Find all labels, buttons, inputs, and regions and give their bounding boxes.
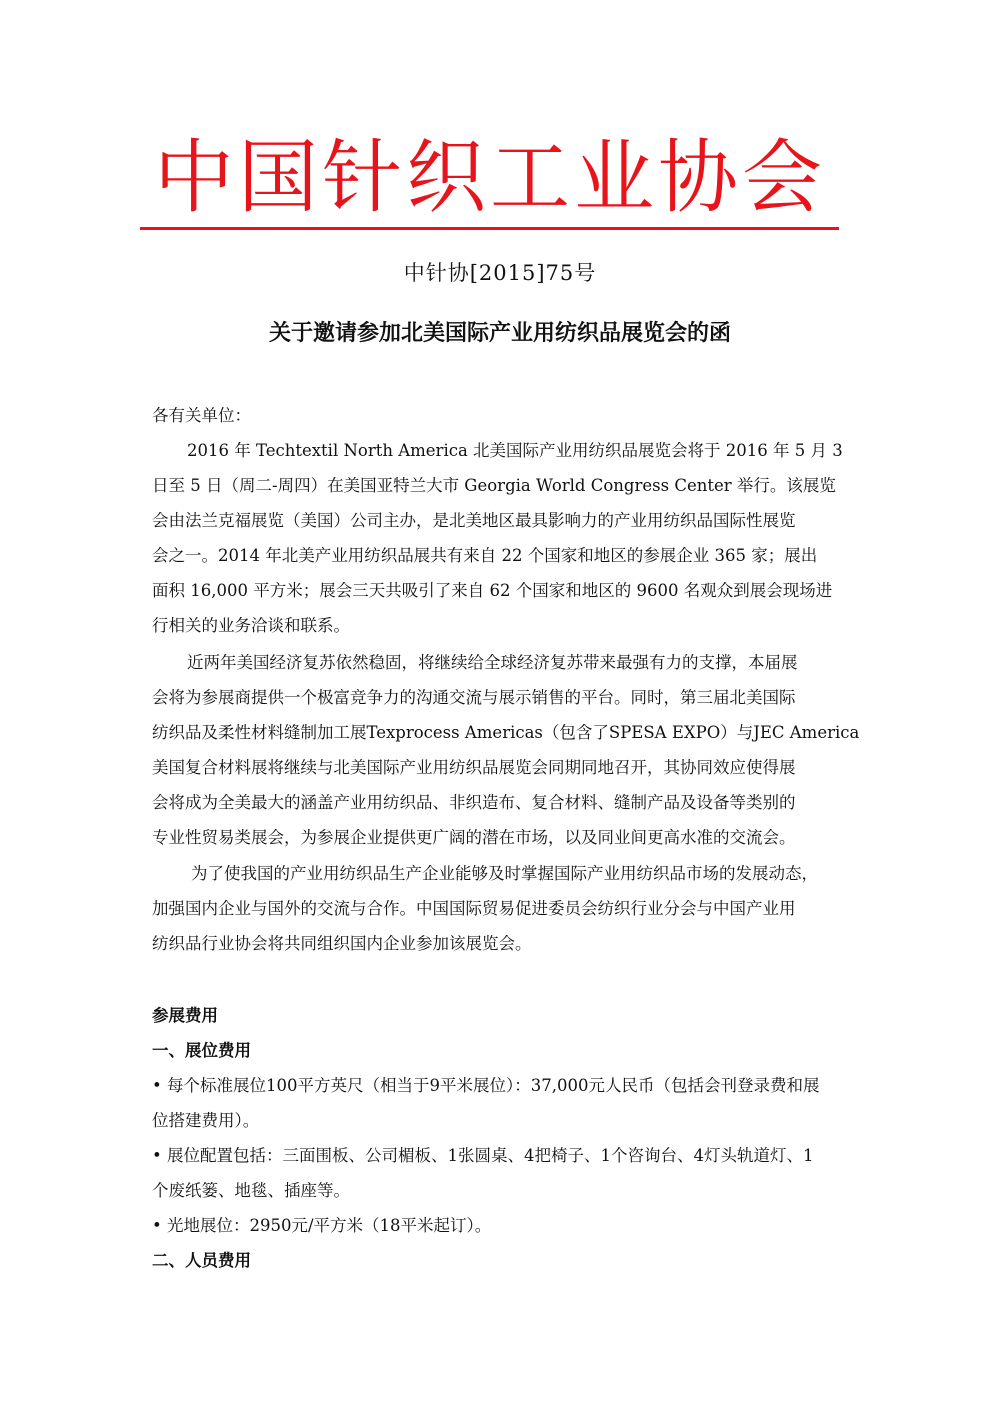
booth-fees-heading: 一、展位费用 xyxy=(152,1041,251,1060)
fee-line: 位搭建费用）。 xyxy=(152,1111,260,1130)
paragraph-1 xyxy=(152,433,852,643)
paragraph-line: 为了使我国的产业用纺织品生产企业能够及时掌握国际产业用纺织品市场的发展动态， xyxy=(191,864,818,883)
paragraph-line: 美国复合材料展将继续与北美国际产业用纺织品展览会同期同地召开，其协同效应使得展 xyxy=(152,758,796,777)
paragraph-line: 近两年美国经济复苏依然稳固，将继续给全球经济复苏带来最强有力的支撑，本届展 xyxy=(187,653,798,672)
document-number: 中针协[2015]75号 xyxy=(403,261,597,285)
fees-heading: 参展费用 xyxy=(152,1006,218,1025)
fees-section xyxy=(152,998,852,1278)
paragraph-2 xyxy=(152,645,860,855)
paragraph-line: 会将成为全美最大的涵盖产业用纺织品、非织造布、复合材料、缝制产品及设备等类别的 xyxy=(152,793,796,812)
paragraph-line: 行相关的业务洽谈和联系。 xyxy=(152,616,350,635)
fee-line: • 展位配置包括：三面围板、公司楣板、1张圆桌、4把椅子、1个咨询台、4灯头轨道灯、1 xyxy=(152,1146,814,1165)
paragraph-line: 2016 年 Techtextil North America 北美国际产业用纺织品展览会将于 2016 年 5 月 3 xyxy=(187,441,843,460)
fee-line: • 每个标准展位100平方英尺（相当于9平米展位）：37,000元人民币（包括会刊登录费和展 xyxy=(152,1076,820,1095)
paragraph-3 xyxy=(152,856,852,961)
paragraph-line: 会之一。2014 年北美产业用纺织品展共有来自 22 个国家和地区的参展企业 365 家；展出 xyxy=(152,546,818,565)
paragraph-line: 加强国内企业与国外的交流与合作。中国国际贸易促进委员会纺织行业分会与中国产业用 xyxy=(152,899,796,918)
fee-line: 个废纸篓、地毯、插座等。 xyxy=(152,1181,350,1200)
paragraph-line: 纺织品行业协会将共同组织国内企业参加该展览会。 xyxy=(152,934,532,953)
salutation: 各有关单位： xyxy=(152,406,251,425)
paragraph-line: 会将为参展商提供一个极富竞争力的沟通交流与展示销售的平台。同时，第三届北美国际 xyxy=(152,688,796,707)
personnel-fees-heading: 二、人员费用 xyxy=(152,1251,251,1270)
letterhead-divider xyxy=(140,227,839,230)
salutation-block xyxy=(152,398,852,433)
document-title: 关于邀请参加北美国际产业用纺织品展览会的函 xyxy=(268,321,731,346)
paragraph-line: 纺织品及柔性材料缝制加工展Texprocess Americas（包含了SPESA EXPO）与JEC America xyxy=(152,723,860,742)
letterhead-organization: 中国针织工业协会 xyxy=(154,131,826,224)
fee-line: • 光地展位：2950元/平方米（18平米起订）。 xyxy=(152,1216,492,1235)
paragraph-line: 会由法兰克福展览（美国）公司主办，是北美地区最具影响力的产业用纺织品国际性展览 xyxy=(152,511,796,530)
paragraph-line: 面积 16,000 平方米；展会三天共吸引了来自 62 个国家和地区的 9600 名观众到展会现场进 xyxy=(152,581,833,600)
paragraph-line: 专业性贸易类展会，为参展企业提供更广阔的潜在市场，以及同业间更高水准的交流会。 xyxy=(152,828,796,847)
paragraph-line: 日至 5 日（周二-周四）在美国亚特兰大市 Georgia World Congress Center 举行。该展览 xyxy=(152,476,836,495)
